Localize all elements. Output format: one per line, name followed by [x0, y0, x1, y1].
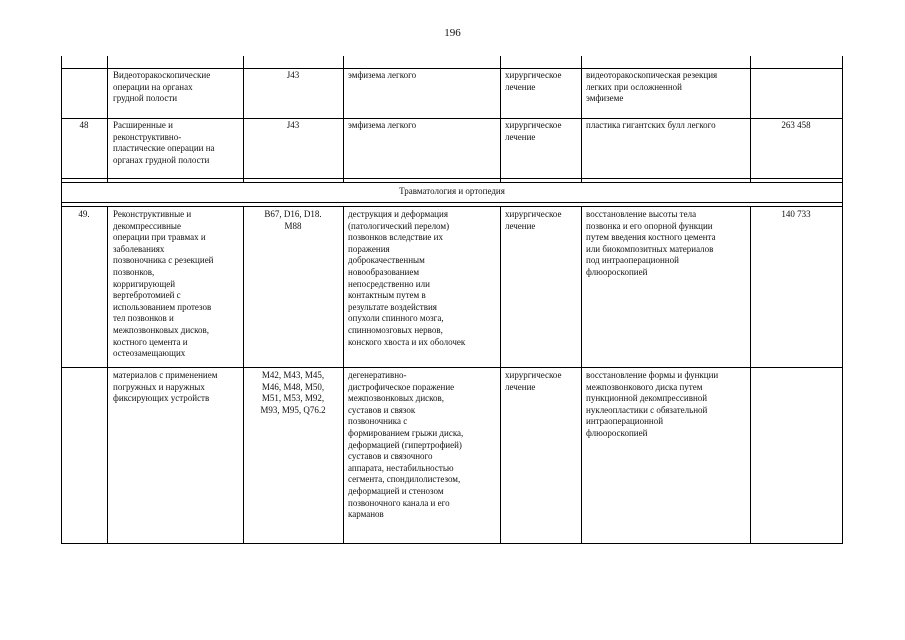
column-divider: [343, 206, 344, 544]
cell-treatment-type: хирургическое лечение: [505, 209, 562, 231]
cell-code: M42, M43, M45, M46, M48, M50, M51, M53, M92, M93, M95, Q76.2: [260, 370, 326, 415]
cell-diagnosis: эмфизема легкого: [348, 120, 417, 130]
row-divider: [61, 206, 842, 207]
cell-cost: 263 458: [781, 120, 811, 130]
column-divider: [750, 206, 751, 544]
cell-diagnosis: дегенеративно- дистрофическое поражение межпозвонковых дисков, суставов и связок позвоночника с формированием грыжи диска, деформацией (гипертрофией) суставов и связочного аппарата, нестабильностью сегмента, спондилолистезом, деформацией и стенозом позвоночного канала и его карманов: [348, 370, 464, 520]
cell-treatment-type: хирургическое лечение: [505, 370, 562, 392]
row-divider: [61, 118, 842, 119]
cell-name: Видеоторакоскопические операции на органах грудной полости: [113, 70, 211, 104]
row-divider: [61, 367, 842, 368]
cell-cost: 140 733: [781, 209, 811, 219]
page-number: 196: [444, 27, 461, 39]
column-divider: [343, 56, 344, 183]
cell-treatment-type: хирургическое лечение: [505, 70, 562, 92]
cell-diagnosis: эмфизема легкого: [348, 70, 417, 80]
cell-code: J43: [286, 70, 300, 80]
cell-code: J43: [286, 120, 300, 130]
column-divider: [243, 56, 244, 183]
cell-method: видеоторакоскопическая резекция легких при осложненной эмфиземе: [586, 70, 718, 104]
cell-code: B67, D16, D18. M88: [264, 209, 322, 231]
column-divider: [243, 206, 244, 544]
column-divider: [500, 56, 501, 183]
column-divider: [107, 206, 108, 544]
cell-treatment-type: хирургическое лечение: [505, 120, 562, 142]
row-divider: [61, 543, 842, 544]
row-divider: [61, 178, 842, 179]
cell-name: Реконструктивные и декомпрессивные операции при травмах и заболеваниях позвоночника с резекцией позвонков, корригирующей вертебротомией с использованием протезов тел позвонков и межпозвонковых дисков, костного цемента и остеозамещающих: [113, 209, 214, 359]
row-divider: [61, 202, 842, 203]
cell-name: материалов с применением погружных и наружных фиксирующих устройств: [113, 370, 218, 404]
section-title: Травматология и ортопедия: [399, 186, 505, 196]
column-divider: [581, 56, 582, 183]
cell-diagnosis: деструкция и деформация (патологический перелом) позвонков вследствие их поражения доброкачественным новообразованием непосредственно или контактным путем в результате воздействия опухоли спинного мозга, спинномозговых нервов, конского хвоста и их оболочек: [348, 209, 466, 347]
column-divider: [842, 56, 843, 544]
column-divider: [581, 206, 582, 544]
cell-method: восстановление формы и функции межпозвонкового диска путем пункционной декомпрессивной нуклеопластики с обязательной интраоперационной флюороскопией: [586, 370, 719, 438]
cell-method: восстановление высоты тела позвонка и его опорной функции путем введения костного цемента или биокомпозитных материалов под интраоперационной флюороскопией: [586, 209, 716, 277]
row-divider: [61, 182, 842, 183]
cell-method: пластика гигантских булл легкого: [586, 120, 716, 130]
cell-number: 48: [79, 120, 89, 130]
cell-name: Расширенные и реконструктивно- пластические операции на органах грудной полости: [113, 120, 215, 165]
cell-number: 49.: [78, 209, 90, 219]
column-divider: [107, 56, 108, 183]
row-divider: [61, 68, 842, 69]
column-divider: [500, 206, 501, 544]
